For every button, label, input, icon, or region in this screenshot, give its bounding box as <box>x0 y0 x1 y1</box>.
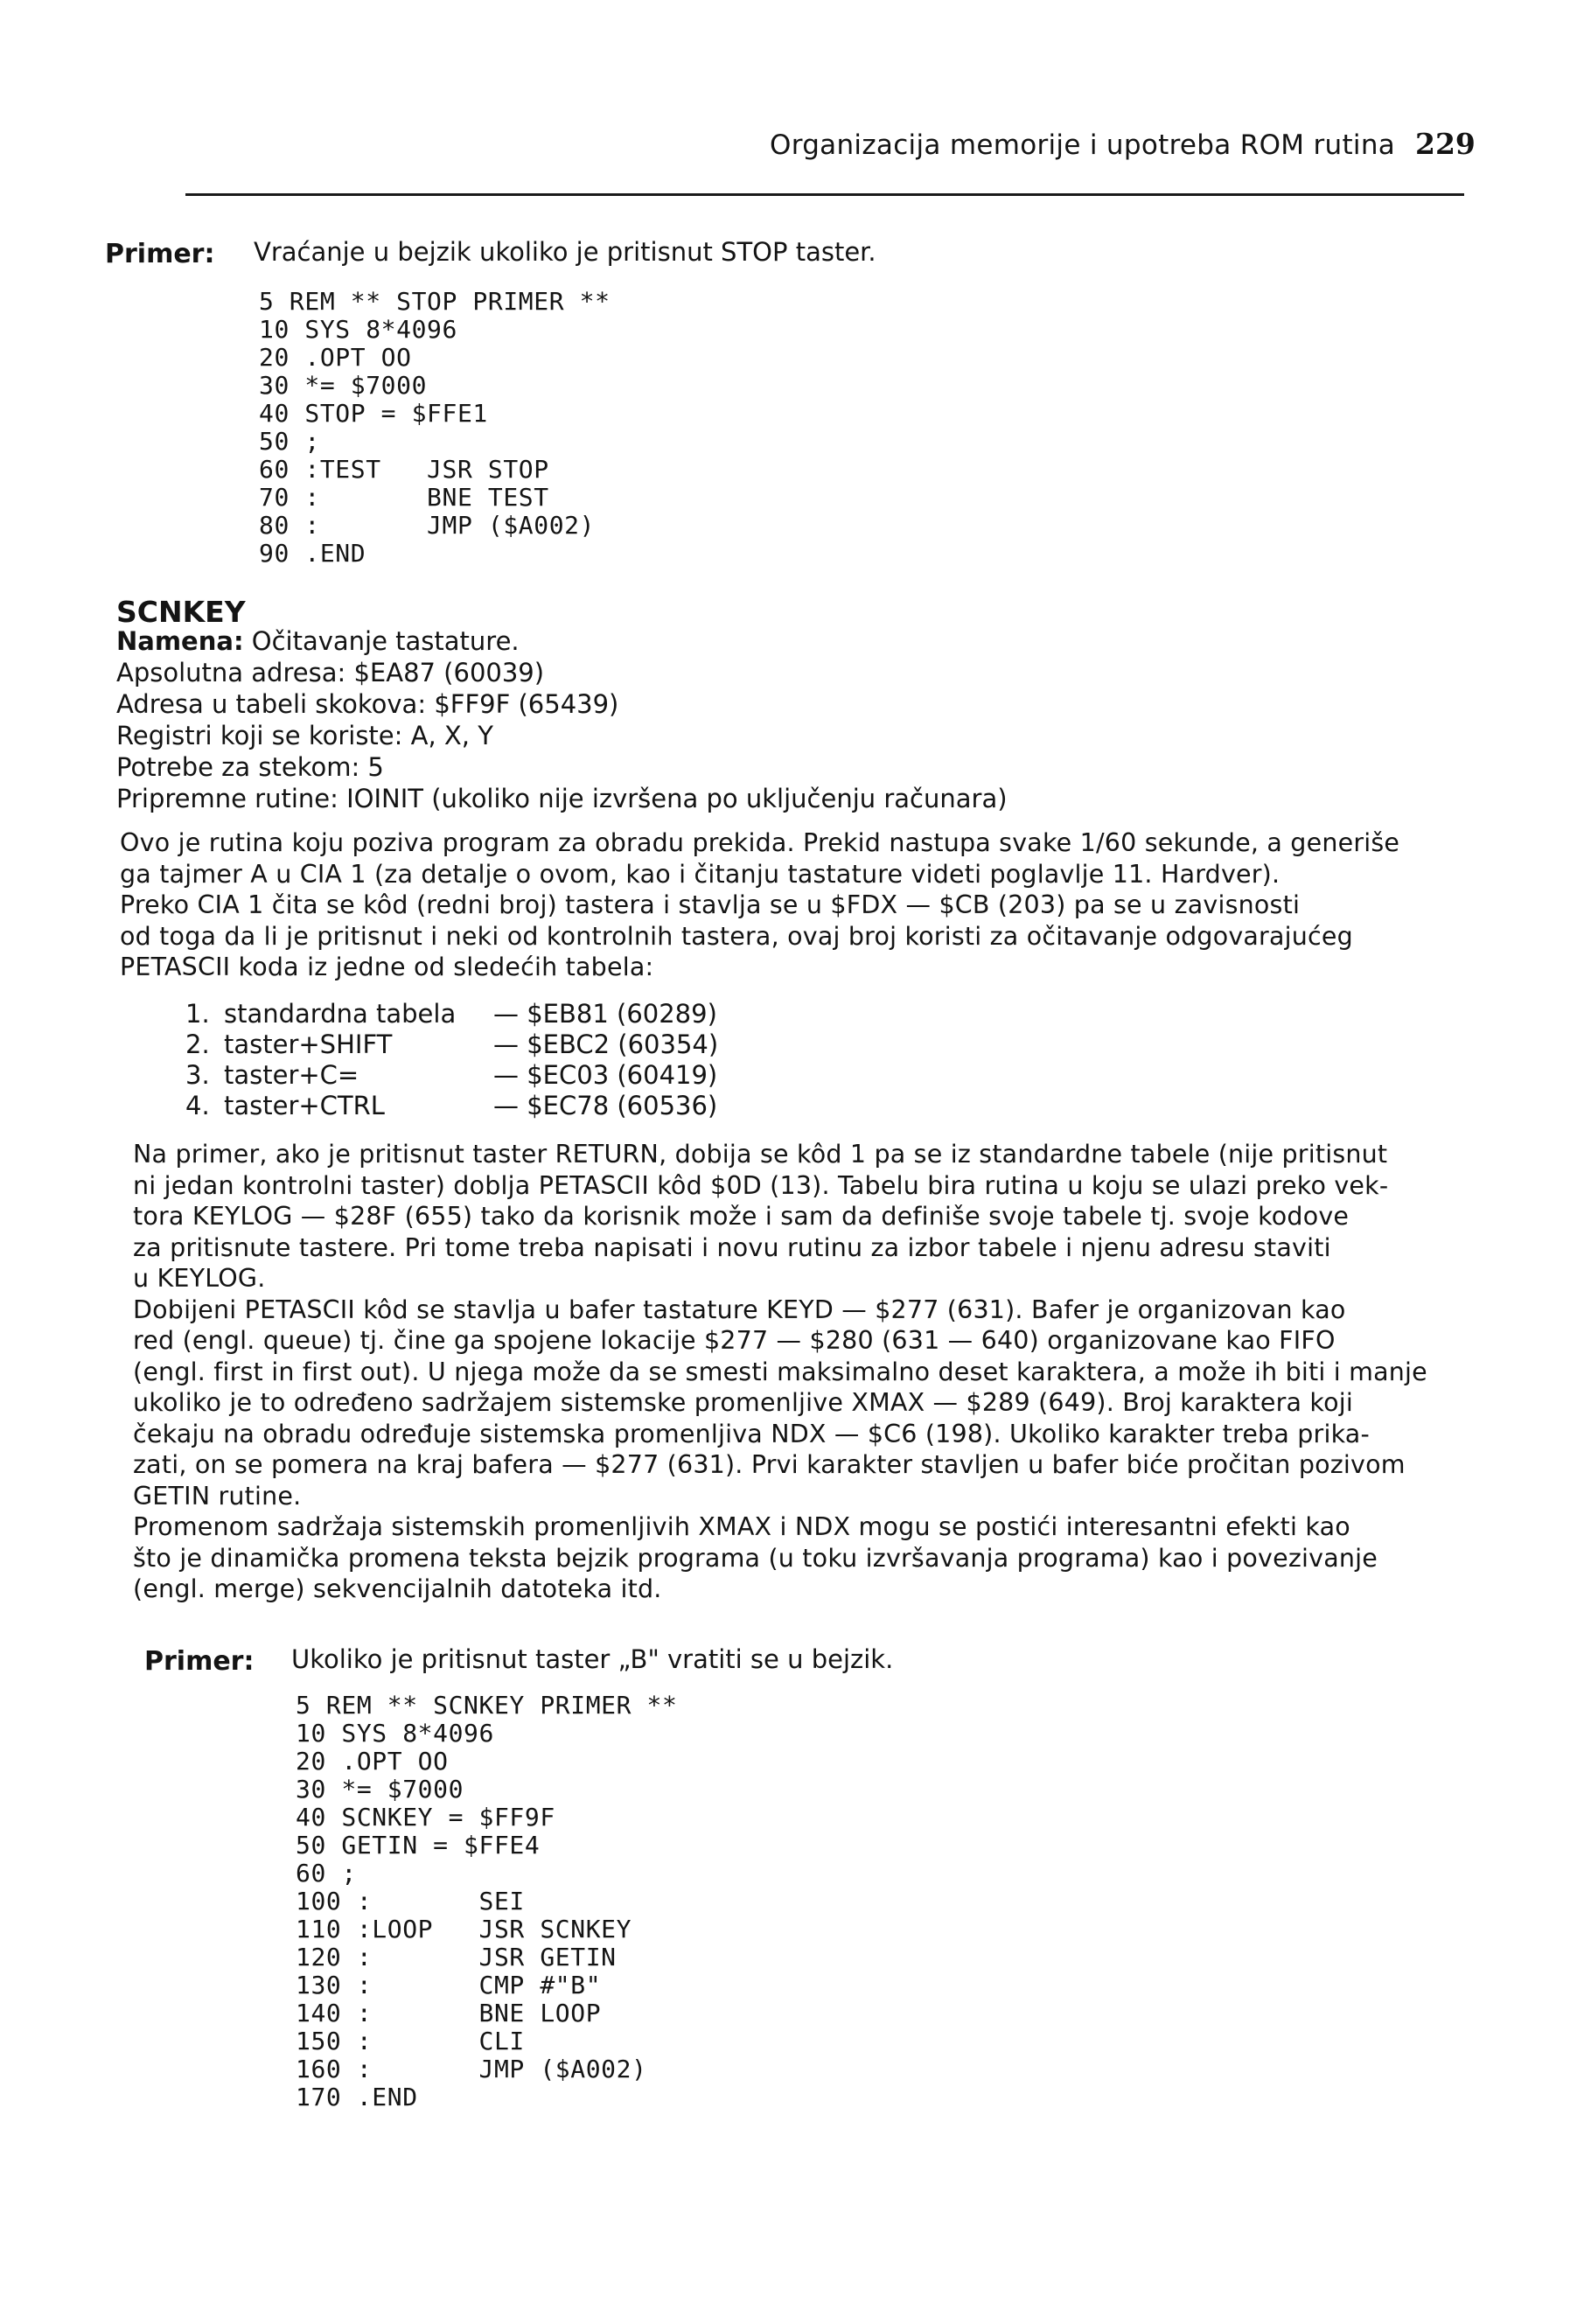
code-line: 10 SYS 8*4096 <box>296 1719 494 1748</box>
code-line: 40 SCNKEY = $FF9F <box>296 1803 555 1832</box>
paragraph-intro <box>120 827 1502 983</box>
text-line: Promenom sadržaja sistemskih promenljivih XMAX i NDX mogu se postići interesantni efekti kao <box>133 1512 1350 1541</box>
code-line: 10 SYS 8*4096 <box>259 315 457 344</box>
text-line: Dobijeni PETASCII kôd se stavlja u bafer tastature KEYD — $277 (631). Bafer je organizovan kao <box>133 1295 1346 1324</box>
text-line: PETASCII koda iz jedne od sledećih tabela: <box>120 953 654 981</box>
text-line: Ovo je rutina koju poziva program za obradu prekida. Prekid nastupa svake 1/60 sekunde, a generiše <box>120 828 1400 857</box>
list-name: taster+CTRL <box>224 1091 385 1120</box>
code-line: 5 REM ** STOP PRIMER ** <box>259 287 611 316</box>
code-line: 150 : CLI <box>296 2027 525 2055</box>
code-line: 80 : JMP ($A002) <box>259 511 596 540</box>
text-line: red (engl. queue) tj. čine ga spojene lokacije $277 — $280 (631 — 640) organizovane kao FIFO <box>133 1326 1336 1355</box>
running-header: Organizacija memorije i upotreba ROM rutina <box>770 129 1396 161</box>
list-number: 4. <box>185 1091 210 1120</box>
list-name: taster+C= <box>224 1060 359 1090</box>
text-line: za pritisnute tastere. Pri tome treba napisati i novu rutinu za izbor tabele i njenu adresu staviti <box>133 1232 1331 1262</box>
code-line: 20 .OPT OO <box>259 343 412 372</box>
code-line: 50 GETIN = $FFE4 <box>296 1831 541 1860</box>
list-value: — $EBC2 (60354) <box>493 1029 719 1059</box>
stack-requirements: Potrebe za stekom: 5 <box>116 752 384 782</box>
table-list <box>185 999 973 1121</box>
routine-info <box>116 625 1481 814</box>
primer-description: Ukoliko je pritisnut taster „B" vratiti se u bejzik. <box>291 1644 894 1674</box>
code-line: 60 :TEST JSR STOP <box>259 455 549 484</box>
list-item <box>185 1091 973 1121</box>
code-line: 70 : BNE TEST <box>259 483 549 512</box>
text-line: u KEYLOG. <box>133 1264 266 1293</box>
text-line: ukoliko je to određeno sadržajem sistemske promenljive XMAX — $289 (649). Broj karaktera koji <box>133 1388 1353 1417</box>
preparatory-routines: Pripremne rutine: IOINIT (ukoliko nije izvršena po uključenju računara) <box>116 784 1008 813</box>
header-rule <box>185 193 1464 196</box>
list-item <box>185 1060 973 1091</box>
text-line: čekaju na obradu određuje sistemska promenljiva NDX — $C6 (198). Ukoliko karakter treba prika- <box>133 1419 1370 1448</box>
namena-line <box>116 625 1481 657</box>
list-item <box>185 1029 973 1060</box>
list-number: 3. <box>185 1060 210 1090</box>
paragraph-details <box>133 1139 1515 1605</box>
namena-value: Očitavanje tastature. <box>251 626 520 656</box>
list-number: 2. <box>185 1029 210 1059</box>
text-line: (engl. merge) sekvencijalnih datoteka itd. <box>133 1574 662 1603</box>
code-line: 30 *= $7000 <box>296 1775 464 1804</box>
code-line: 130 : CMP #"B" <box>296 1971 602 1999</box>
primer-description: Vraćanje u bejzik ukoliko je pritisnut STOP taster. <box>254 237 876 267</box>
list-name: standardna tabela <box>224 999 457 1029</box>
code-line: 30 *= $7000 <box>259 371 428 400</box>
list-item <box>185 999 973 1029</box>
code-line: 110 :LOOP JSR SCNKEY <box>296 1915 632 1944</box>
code-listing-stop <box>259 288 611 568</box>
code-line: 5 REM ** SCNKEY PRIMER ** <box>296 1691 678 1720</box>
text-line: ni jedan kontrolni taster) doblja PETASCII kôd $0D (13). Tabelu bira rutina u koju se ulazi preko vek- <box>133 1170 1389 1200</box>
text-line: Preko CIA 1 čita se kôd (redni broj) tastera i stavlja se u $FDX — $CB (203) pa se u zavisnosti <box>120 890 1301 919</box>
code-line: 140 : BNE LOOP <box>296 1999 602 2027</box>
text-line: Na primer, ako je pritisnut taster RETURN, dobija se kôd 1 pa se iz standardne tabele (nije pritisnut <box>133 1140 1388 1169</box>
list-value: — $EC78 (60536) <box>493 1091 718 1120</box>
page-number: 229 <box>1415 127 1476 161</box>
code-line: 100 : SEI <box>296 1887 525 1916</box>
list-value: — $EC03 (60419) <box>493 1060 718 1090</box>
section-title: SCNKEY <box>116 595 246 629</box>
namena-label: Namena: <box>116 626 244 656</box>
text-line: tora KEYLOG — $28F (655) tako da korisnik može i sam da definiše svoje tabele tj. svoje kodove <box>133 1202 1350 1231</box>
text-line: zati, on se pomera na kraj bafera — $277 (631). Prvi karakter stavljen u bafer biće pročitan pozivom <box>133 1450 1406 1479</box>
text-line: GETIN rutine. <box>133 1481 302 1511</box>
code-line: 160 : JMP ($A002) <box>296 2055 647 2083</box>
jump-table-address: Adresa u tabeli skokova: $FF9F (65439) <box>116 689 619 719</box>
code-line: 120 : JSR GETIN <box>296 1943 617 1972</box>
text-line: (engl. first in first out). U njega može da se smesti maksimalno deset karaktera, a može ih biti i manje <box>133 1357 1427 1386</box>
code-line: 90 .END <box>259 539 366 568</box>
code-listing-scnkey <box>296 1692 677 2111</box>
list-name: taster+SHIFT <box>224 1029 393 1059</box>
text-line: što je dinamička promena teksta bejzik programa (u toku izvršavanja programa) kao i povezivanje <box>133 1543 1378 1573</box>
primer-label: Primer: <box>105 239 215 269</box>
code-line: 40 STOP = $FFE1 <box>259 399 488 428</box>
code-line: 170 .END <box>296 2083 418 2111</box>
list-value: — $EB81 (60289) <box>493 999 717 1029</box>
code-line: 20 .OPT OO <box>296 1747 449 1776</box>
list-number: 1. <box>185 999 210 1029</box>
primer-label: Primer: <box>144 1646 255 1677</box>
text-line: od toga da li je pritisnut i neki od kontrolnih tastera, ovaj broj koristi za očitavanje odgovarajućeg <box>120 921 1353 951</box>
code-line: 50 ; <box>259 427 320 456</box>
code-line: 60 ; <box>296 1859 357 1888</box>
absolute-address: Apsolutna adresa: $EA87 (60039) <box>116 658 545 687</box>
registers-used: Registri koji se koriste: A, X, Y <box>116 721 493 750</box>
text-line: ga tajmer A u CIA 1 (za detalje o ovom, kao i čitanju tastature videti poglavlje 11. Hardver). <box>120 859 1280 889</box>
